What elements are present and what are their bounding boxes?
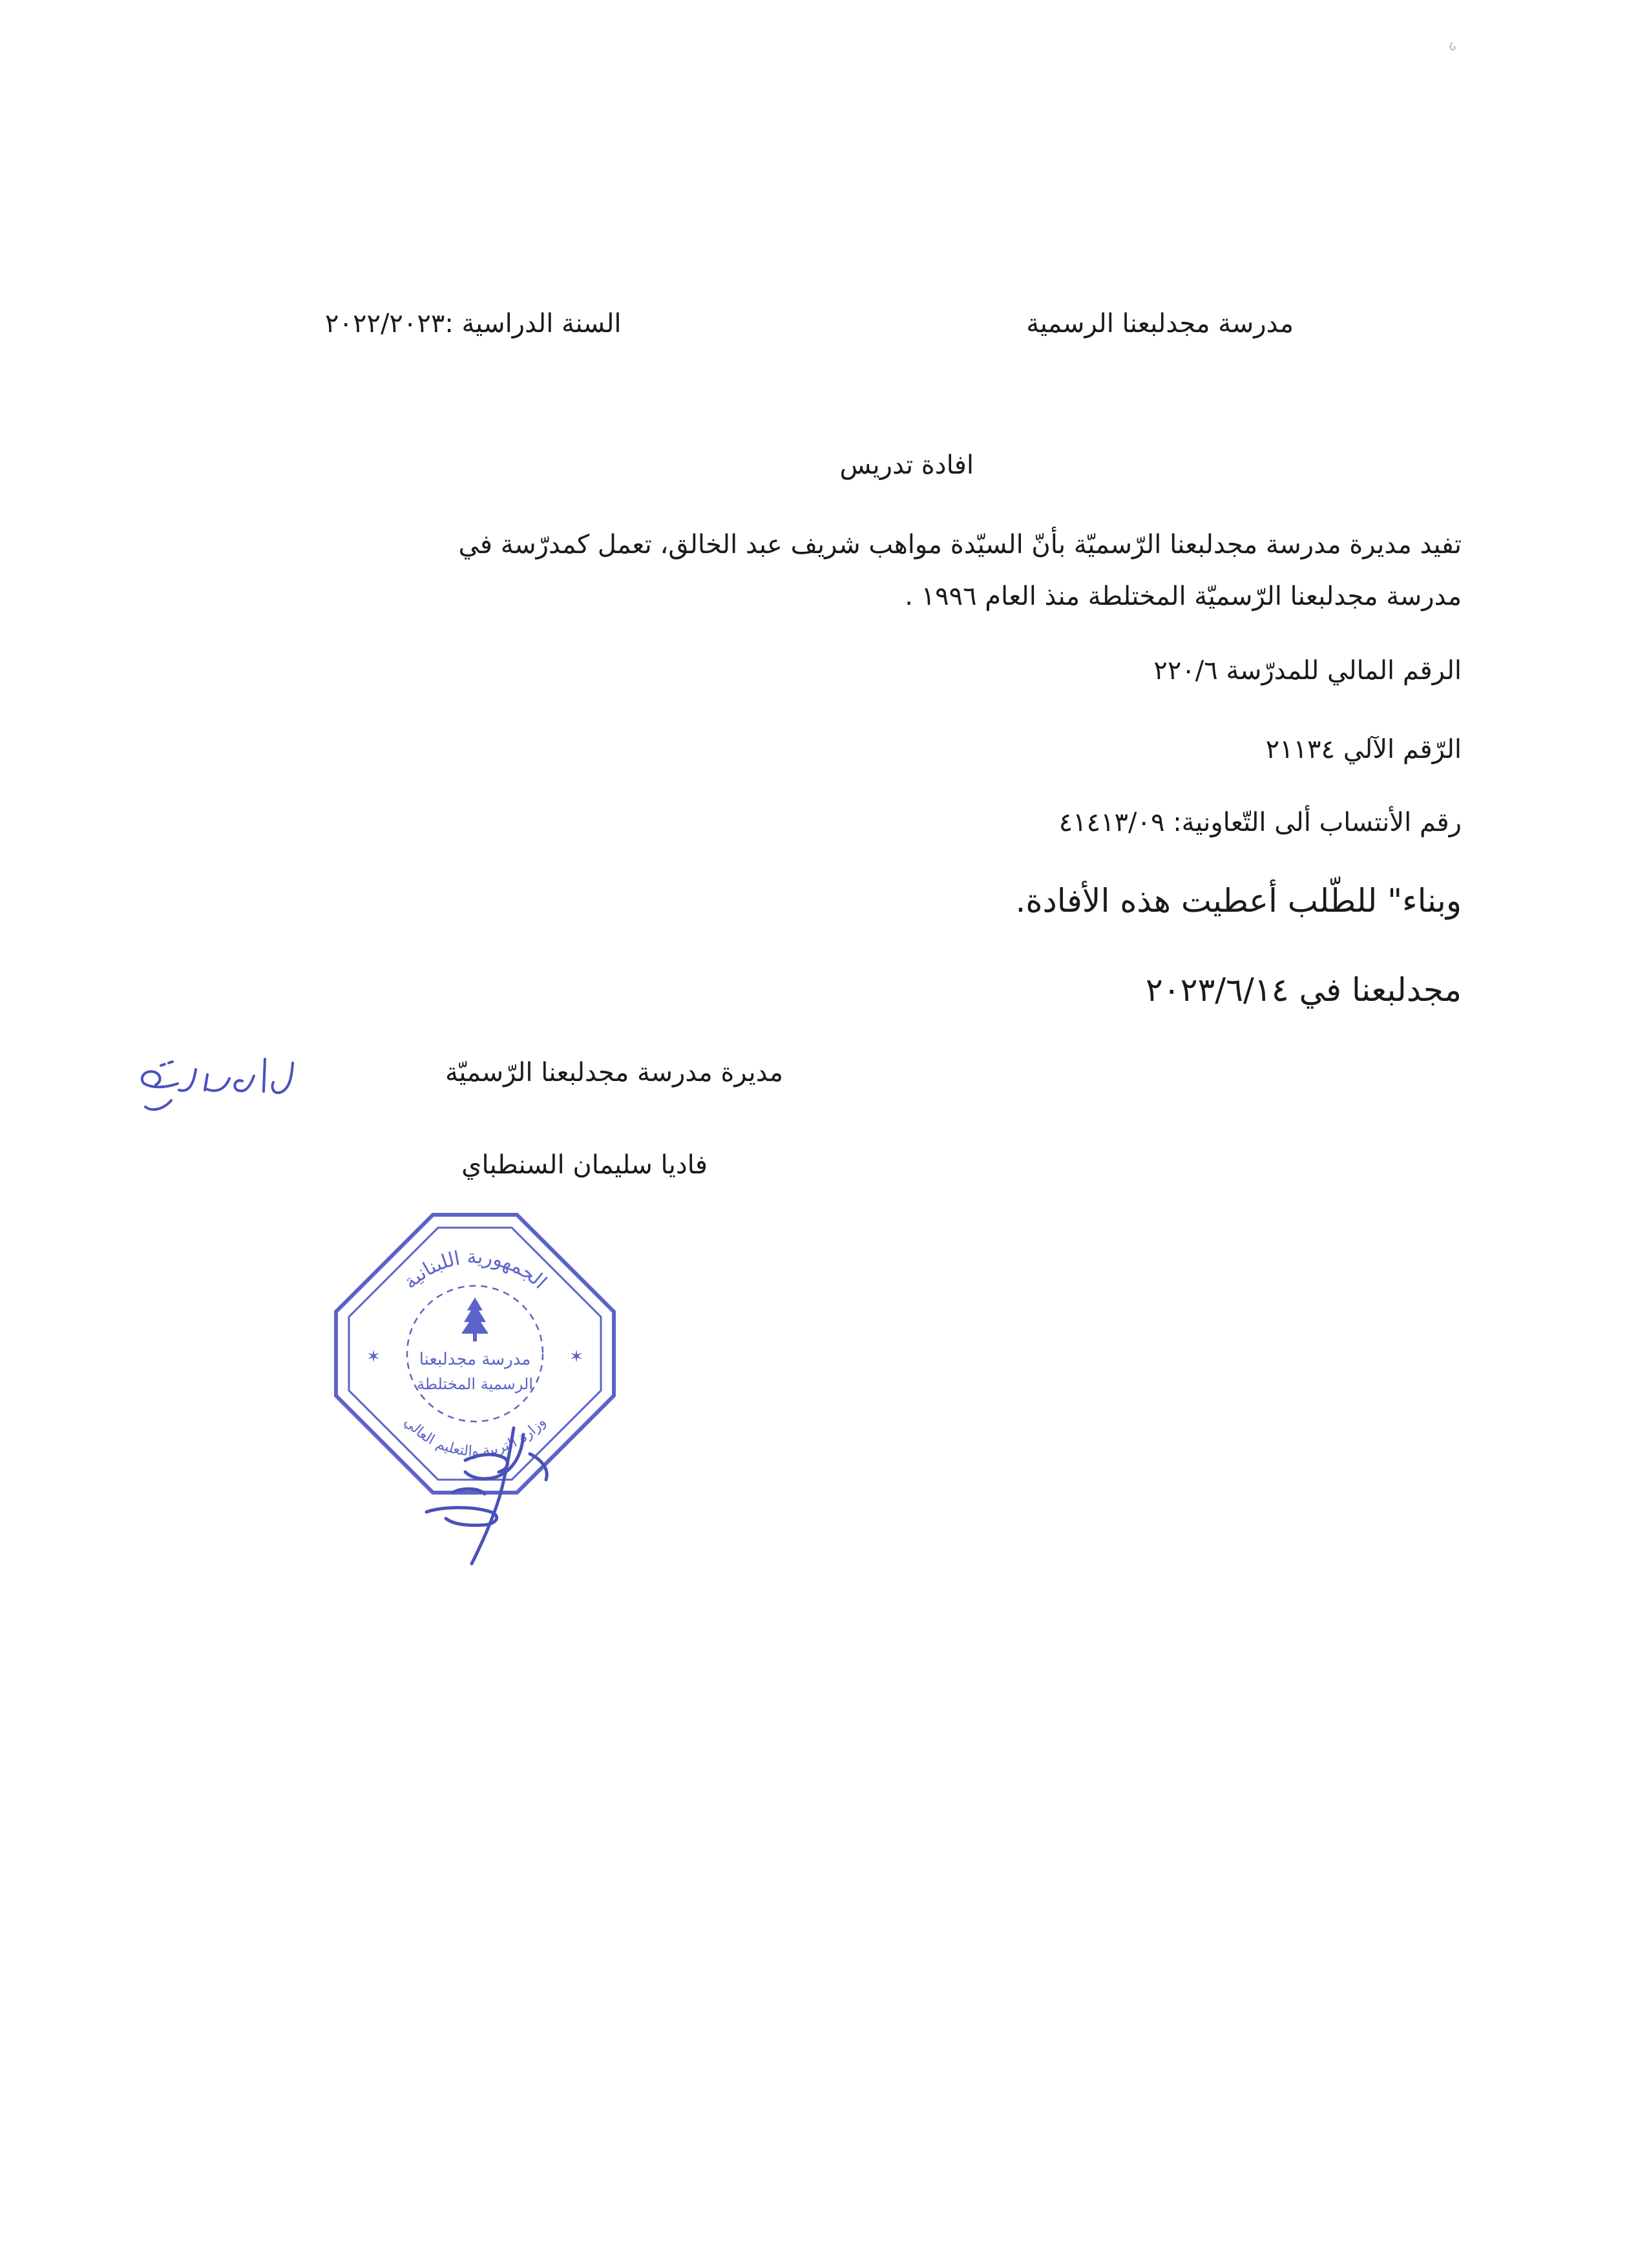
pen-stroke [179, 1069, 196, 1091]
signature [381, 1415, 575, 1570]
closing-statement: وبناء" للطّلب أعطيت هذه الأفادة. [1015, 882, 1462, 919]
handwritten-note [132, 1050, 300, 1121]
cedar-icon [461, 1297, 488, 1341]
stamp-text-center-2: الرسمية المختلطة [416, 1375, 534, 1393]
cooperative-number: رقم الأنتساب ألى التّعاونية: ٤١٤١٣/٠٩ [1058, 808, 1462, 837]
paper-speck [1446, 40, 1459, 53]
pen-stroke [426, 1507, 497, 1525]
date-line: مجدلبعنا في ٢٠٢٣/٦/١٤ [1145, 971, 1462, 1009]
document-title: افادة تدريس [839, 450, 974, 480]
financial-number: الرقم المالي للمدرّسة ٢٢٠/٦ [1153, 656, 1462, 686]
pen-stroke [472, 1428, 514, 1564]
star-icon: ✶ [366, 1347, 381, 1367]
pen-stroke [272, 1063, 293, 1093]
automated-number: الرّقم الآلي ٢١١٣٤ [1265, 735, 1462, 764]
stamp-text-center-1: مدرسة مجدلبعنا [419, 1350, 531, 1369]
pen-stroke [235, 1076, 254, 1091]
pen-stroke [206, 1078, 229, 1091]
pen-stroke [452, 1489, 485, 1494]
school-year: السنة الدراسية :٢٠٢٢/٢٠٢٣ [325, 309, 622, 339]
signer-name: فاديا سليمان السنطباي [461, 1150, 708, 1180]
signer-title: مديرة مدرسة مجدلبعنا الرّسميّة [445, 1058, 783, 1087]
school-name: مدرسة مجدلبعنا الرسمية [1026, 309, 1294, 339]
body-line-1: تفيد مديرة مدرسة مجدلبعنا الرّسميّة بأنّ السيّدة مواهب شريف عبد الخالق، تعمل كمدرّسة في [458, 530, 1462, 560]
pen-stroke [264, 1059, 265, 1091]
star-icon: ✶ [569, 1347, 583, 1367]
pen-stroke [205, 1075, 207, 1090]
pen-stroke [465, 1454, 508, 1472]
stamp-text-bottom: وزارة التربية والتعليم العالي [401, 1414, 549, 1460]
pen-stroke [145, 1100, 171, 1109]
pen-stroke [142, 1071, 178, 1087]
pen-stroke [530, 1454, 547, 1480]
stamp-text-top: الجمهورية اللبنانية [399, 1245, 551, 1294]
body-line-2: مدرسة مجدلبعنا الرّسميّة المختلطة منذ العام ١٩٩٦ . [905, 582, 1462, 611]
pen-stroke [161, 1062, 173, 1066]
